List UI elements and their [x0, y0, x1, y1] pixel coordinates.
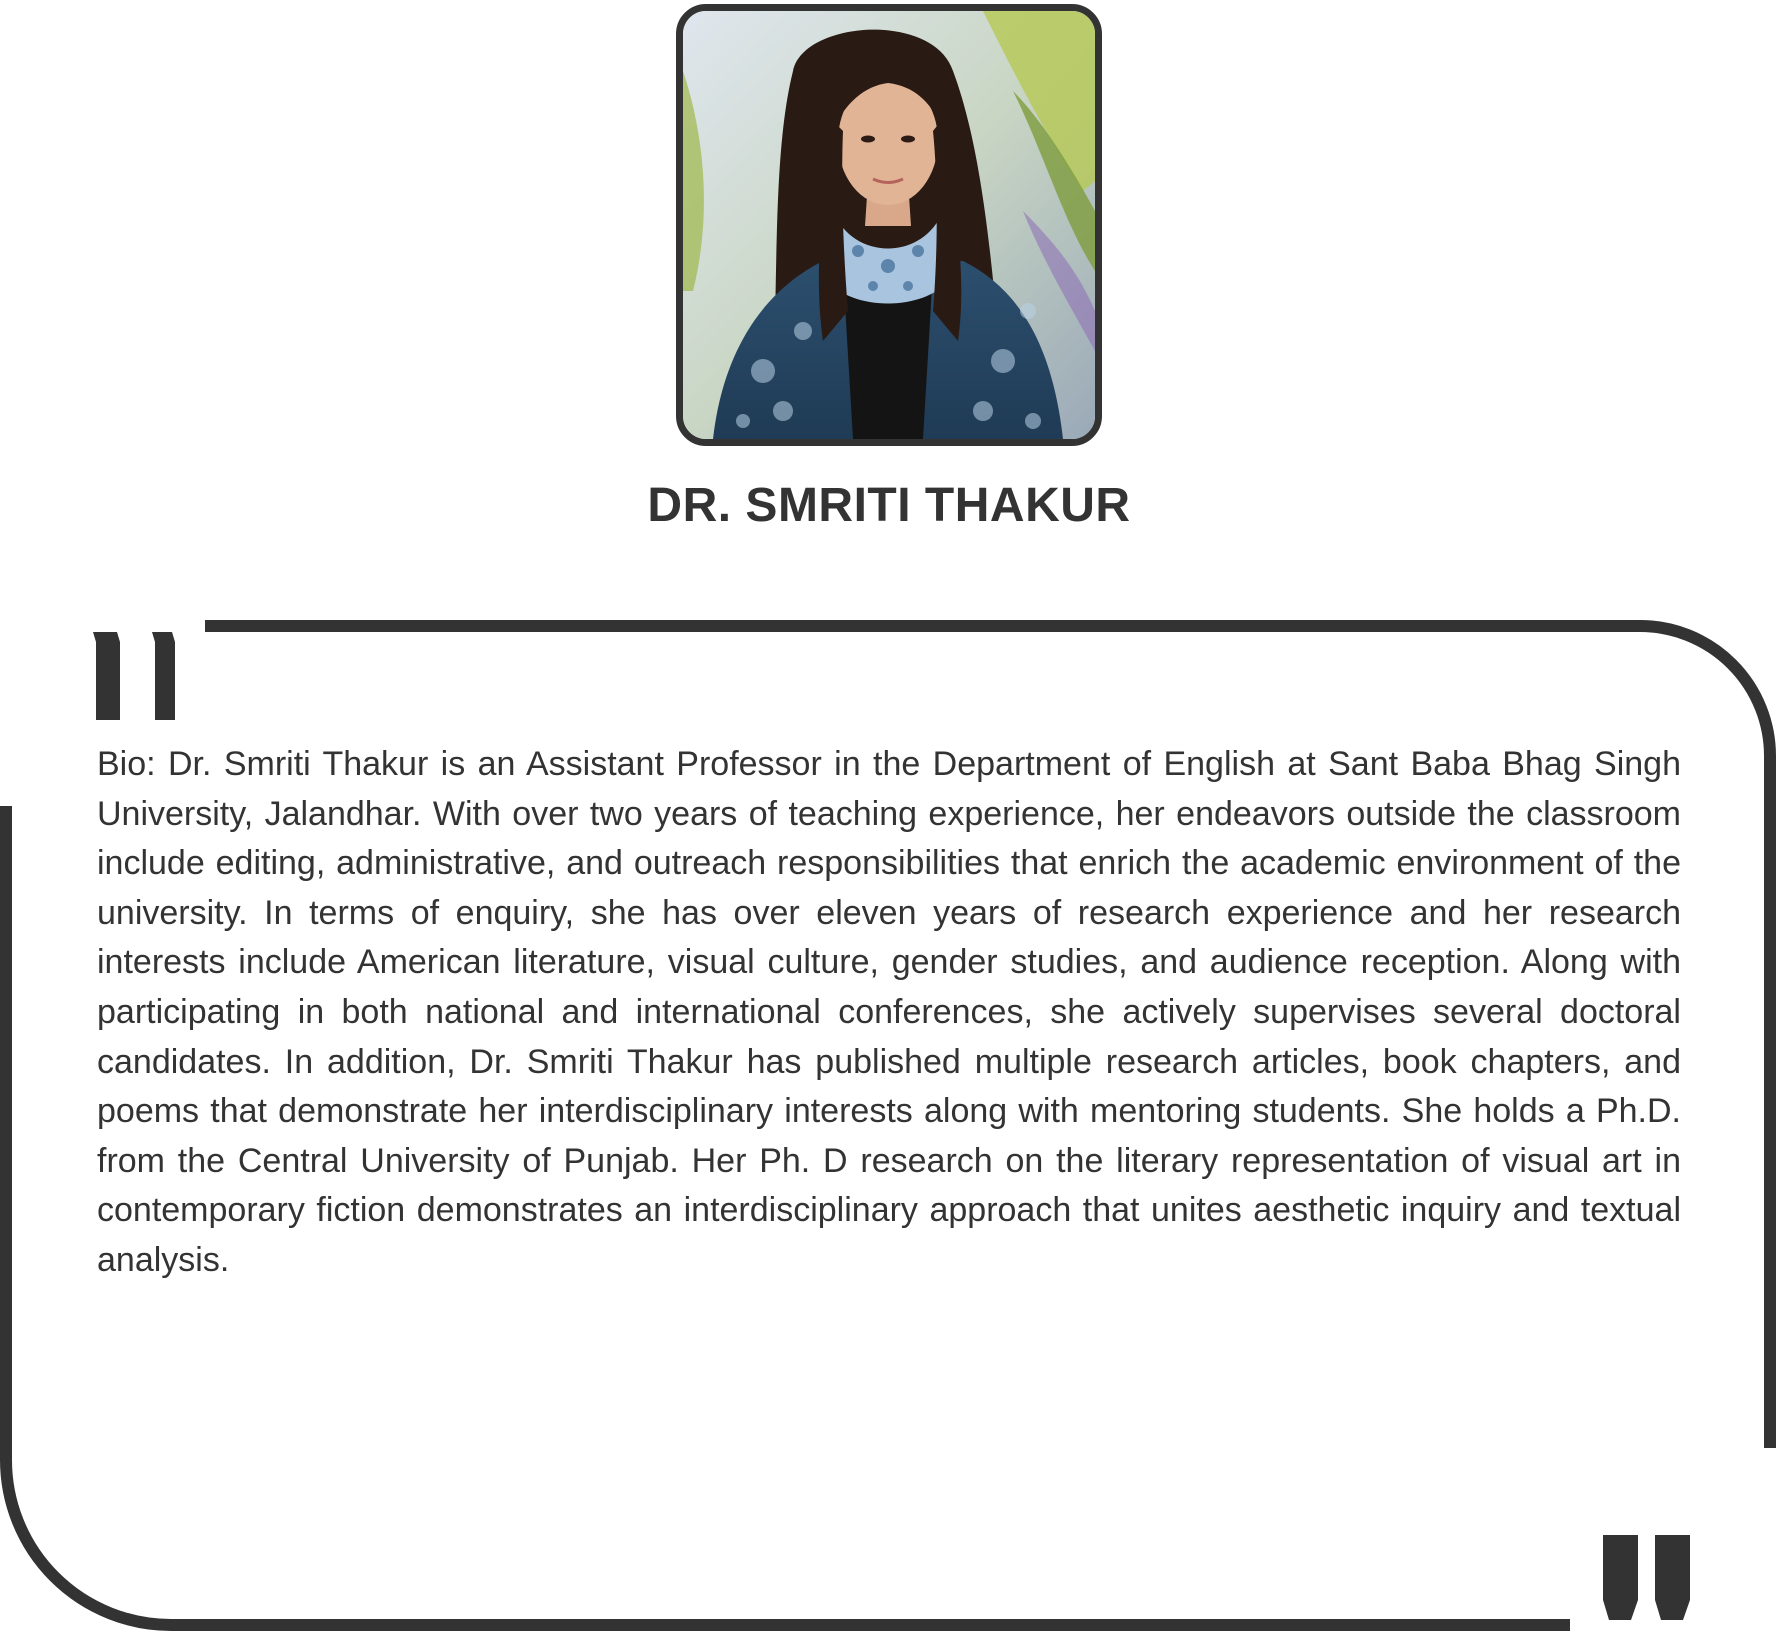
person-name: DR. SMRITI THAKUR [647, 479, 1131, 532]
bio-text: Bio: Dr. Smriti Thakur is an Assistant Professor in the Department of English at Sant Baba Bhag Singh University, Jalandhar. With over two years of teaching experience, her endeavors outside the classroom include editing, administrative, and outreach responsibilities that enrich the academic environment of the university. In terms of enquiry, she has over eleven years of research experience and her research interests include American literature, visual culture, gender studies, and audience reception. Along with participating in both national and international conferences, she actively supervises several doctoral candidates. In addition, Dr. Smriti Thakur has published multiple research articles, book chapters, and poems that demonstrate her interdisciplinary interests along with mentoring students. She holds a Ph.D. from the Central University of Punjab. Her Ph. D research on the literary representation of visual art in contemporary fiction demonstrates an interdisciplinary approach that unites aesthetic inquiry and textual analysis. [97, 745, 1681, 1279]
open-quote-icon [93, 632, 175, 720]
close-quote-icon [1603, 1535, 1690, 1620]
